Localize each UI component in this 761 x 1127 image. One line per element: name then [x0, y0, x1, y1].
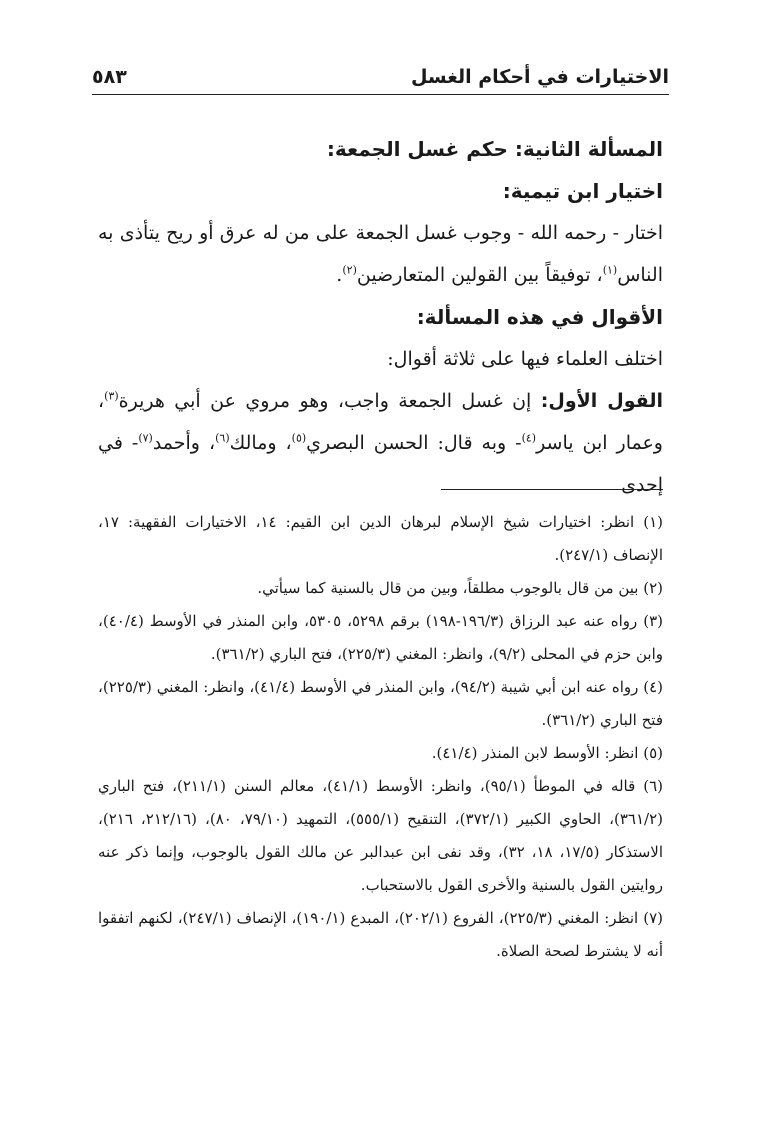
footnote-4: (٤) رواه عنه ابن أبي شيبة (٩٤/٢)، وابن المنذر في الأوسط (٤١/٤)، وانظر: المغني (٢٢٥/٣)، فتح الباري (٣٦١/٢).	[98, 678, 663, 729]
choice-text-1: اختار - رحمه الله - وجوب غسل الجمعة على من له عرق أو ريح يتأذى به الناس	[98, 222, 663, 286]
footnotes	[98, 506, 663, 968]
main-text	[98, 128, 663, 506]
footnote-3: (٣) رواه عنه عبد الرزاق (١٩٦/٣-١٩٨) برقم ٥٢٩٨، ٥٣٠٥، وابن المنذر في الأوسط (٤٠/٤)، وابن حزم في المحلى (٩/٢)، وانظر: المغني (٢٢٥/٣)، فتح الباري (٣٦١/٢).	[98, 612, 663, 663]
choice-text-3: .	[336, 264, 343, 286]
header-rule	[92, 94, 669, 95]
first-opinion-text-2: ، وعمار ابن ياسر	[98, 390, 663, 454]
footnote-ref-5[interactable]: (٥)	[291, 431, 307, 445]
first-opinion-label: القول الأول:	[540, 390, 664, 412]
footnote-1: (١) انظر: اختيارات شيخ الإسلام لبرهان الدين ابن القيم: ١٤، الاختيارات الفقهية: ١٧، الإنصاف (٢٤٧/١).	[98, 513, 663, 564]
disagreement-line: اختلف العلماء فيها على ثلاثة أقوال:	[387, 348, 663, 370]
footnote-ref-2[interactable]: (٢)	[342, 263, 357, 277]
first-opinion-text-1: إن غسل الجمعة واجب، وهو مروي عن أبي هريرة	[118, 390, 541, 412]
opinions-heading: الأقوال في هذه المسألة:	[416, 305, 663, 329]
footnote-ref-7[interactable]: (٧)	[138, 431, 153, 445]
issue-heading: المسألة الثانية: حكم غسل الجمعة:	[326, 137, 663, 161]
choice-paragraph	[98, 212, 663, 296]
first-opinion-text-6: - في إحدى	[98, 432, 663, 496]
choice-heading: اختيار ابن تيمية:	[502, 179, 663, 203]
footnote-ref-1[interactable]: (١)	[602, 263, 618, 277]
running-title: الاختيارات في أحكام الغسل	[410, 66, 669, 88]
first-opinion-paragraph	[98, 380, 663, 506]
footnote-ref-3[interactable]: (٣)	[104, 389, 119, 403]
footnote-separator	[441, 489, 663, 490]
footnote-ref-6[interactable]: (٦)	[215, 431, 230, 445]
first-opinion-text-3: - وبه قال: الحسن البصري	[306, 432, 522, 454]
footnote-5: (٥) انظر: الأوسط لابن المنذر (٤١/٤).	[431, 744, 663, 762]
running-header	[92, 62, 669, 92]
footnote-6: (٦) قاله في الموطأ (٩٥/١)، وانظر: الأوسط (٤١/١)، معالم السنن (٢١١/١)، فتح الباري (٣٦١/٢)، الحاوي الكبير (٣٧٢/١)، التنقيح (٥٥٥/١)، التمهيد (٧٩/١٠، ٨٠)، (٢١٢/١٦، ٢١٦)، الاستذكار (١٧/٥، ١٨، ٣٢)، وقد نفى ابن عبدالبر عن مالك القول بالوجوب، وإنما ذكر عنه روايتين القول بالسنية والأخرى القول بالاستحباب.	[98, 777, 664, 894]
first-opinion-text-5: ، وأحمد	[152, 432, 216, 454]
footnote-7: (٧) انظر: المغني (٢٢٥/٣)، الفروع (٢٠٢/١)، المبدع (١٩٠/١)، الإنصاف (٢٤٧/١)، لكنهم اتفقوا أنه لا يشترط لصحة الصلاة.	[98, 909, 663, 960]
first-opinion-text-4: ، ومالك	[229, 432, 292, 454]
choice-text-2: ، توفيقاً بين القولين المتعارضين	[356, 264, 603, 286]
footnote-ref-4[interactable]: (٤)	[521, 431, 537, 445]
page-number: ٥٨٣	[92, 66, 127, 88]
footnote-2: (٢) بين من قال بالوجوب مطلقاً، وبين من قال بالسنية كما سيأتي.	[257, 579, 663, 597]
